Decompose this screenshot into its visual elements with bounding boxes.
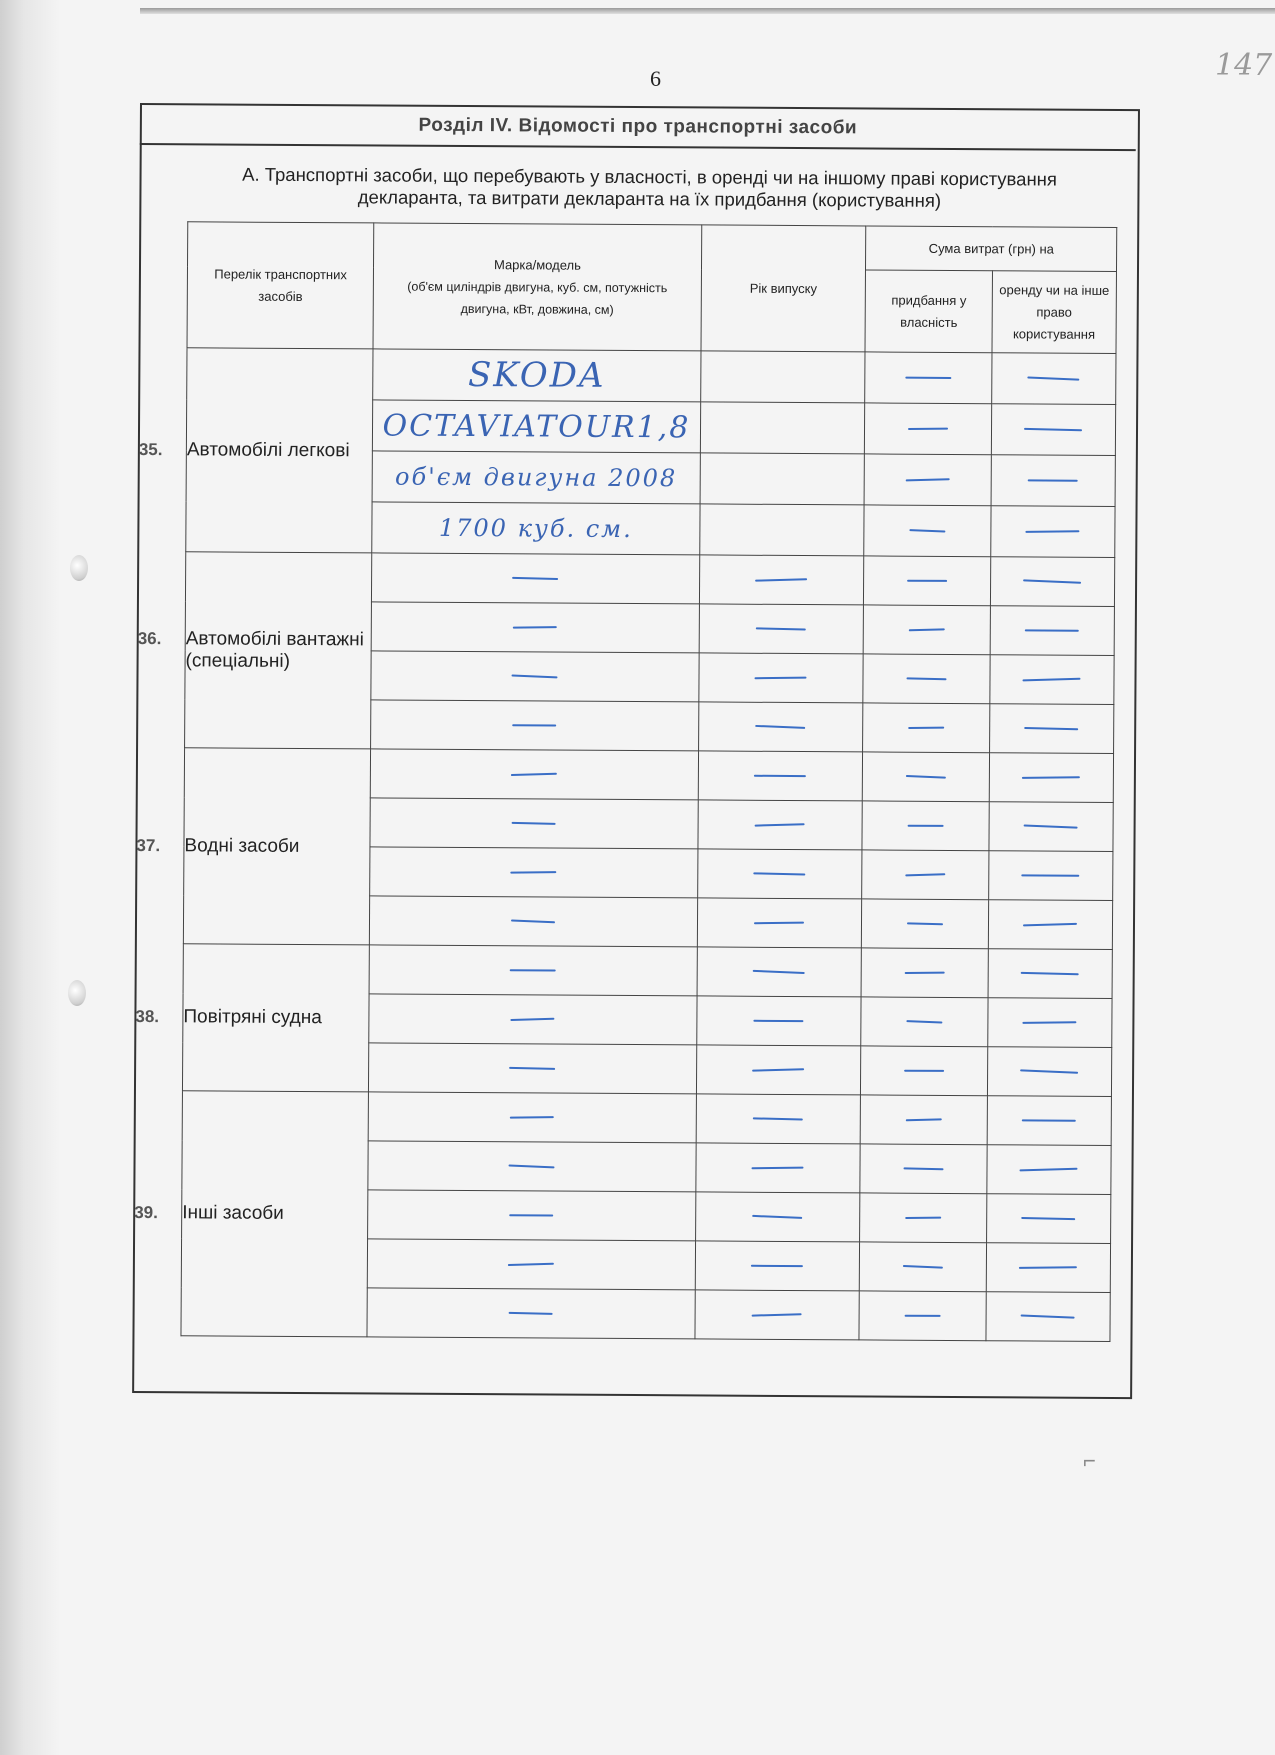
rent-cell (988, 998, 1112, 1048)
purchase-cell (862, 801, 989, 851)
handwritten-entry: 1700 куб. см. (372, 502, 700, 555)
purchase-cell (864, 454, 991, 506)
purchase-cell (861, 1046, 988, 1096)
year-cell (696, 1094, 861, 1144)
table-row (183, 944, 1112, 999)
make-model-cell (371, 749, 699, 800)
rent-cell (989, 753, 1113, 803)
purchase-cell (864, 605, 991, 655)
handwritten-dash (906, 1118, 942, 1121)
handwritten-entry: OCTAVIATOUR1,8 (373, 400, 701, 453)
make-model-cell (371, 651, 699, 702)
handwritten-dash (1026, 530, 1080, 533)
purchase-cell (861, 1095, 988, 1145)
purchase-cell (859, 1291, 986, 1341)
empty-cell (700, 351, 865, 403)
header-make-model-title: Марка/модель (493, 256, 581, 273)
year-cell (697, 947, 862, 997)
rent-cell (991, 353, 1115, 405)
rent-cell (989, 704, 1113, 754)
handwritten-dash (754, 1020, 804, 1022)
year-cell (695, 1192, 860, 1242)
handwritten-dash (513, 577, 559, 580)
make-model-cell (369, 994, 697, 1045)
year-cell (695, 1241, 860, 1291)
rent-cell (991, 455, 1115, 507)
handwritten-dash (907, 677, 947, 680)
handwritten-dash (904, 1167, 944, 1170)
handwritten-dash (905, 873, 945, 876)
year-cell (698, 702, 863, 752)
handwritten-dash (756, 725, 806, 729)
rent-cell (986, 1194, 1110, 1244)
make-model-cell (371, 602, 699, 653)
handwritten-dash (903, 1265, 943, 1269)
handwritten-dash (906, 775, 946, 779)
handwritten-dash (752, 1313, 802, 1316)
purchase-cell (860, 1144, 987, 1194)
rent-cell (988, 851, 1112, 901)
handwritten-dash (509, 1164, 555, 1168)
make-model-cell (367, 1288, 695, 1339)
rent-cell (987, 1047, 1111, 1097)
handwritten-dash (1025, 727, 1079, 730)
handwritten-dash (511, 773, 557, 776)
handwritten-dash (753, 1068, 805, 1071)
handwritten-dash (1023, 1021, 1077, 1024)
make-model-cell (371, 700, 699, 751)
handwritten-dash (904, 1069, 944, 1071)
make-model-cell (368, 1141, 696, 1192)
category-cell (134, 1091, 369, 1337)
category-number: 38. (135, 1006, 160, 1027)
category-cell (135, 944, 369, 1092)
make-model-cell (369, 945, 697, 996)
vehicles-table-body (134, 348, 1116, 1342)
header-list: Перелік транспортних засобів (187, 222, 374, 349)
rent-cell (990, 655, 1114, 705)
purchase-cell (864, 556, 991, 606)
intro-line-2: декларанта, та витрати декларанта на їх придбання (користування) (357, 186, 942, 211)
handwritten-dash (1021, 972, 1079, 975)
table-row (184, 748, 1113, 803)
table-row (185, 552, 1114, 607)
category-number: 39. (134, 1202, 158, 1223)
purchase-cell (862, 850, 989, 900)
category-name: Водні засоби (184, 834, 300, 857)
purchase-cell (860, 1242, 987, 1292)
handwritten-dash (1019, 1266, 1077, 1269)
intro-line-1: А. Транспортні засоби, що перебувають у власності, в оренді чи на іншому праві користування (242, 163, 1058, 190)
handwritten-dash (907, 579, 947, 581)
handwritten-dash (755, 676, 807, 679)
handwritten-dash (1022, 874, 1080, 876)
purchase-cell (863, 752, 990, 802)
empty-cell (700, 453, 865, 505)
handwritten-dash (1023, 678, 1081, 682)
handwritten-dash (1022, 1119, 1076, 1121)
handwritten-dash (909, 628, 945, 631)
rent-cell (987, 1096, 1111, 1146)
year-cell (697, 898, 862, 948)
make-model-cell (368, 1092, 696, 1143)
handwritten-dash (510, 1214, 554, 1216)
handwritten-dash (905, 1216, 941, 1218)
table-row (182, 1091, 1111, 1146)
rent-cell (989, 802, 1113, 852)
purchase-cell (864, 505, 991, 557)
purchase-cell (861, 948, 988, 998)
make-model-cell (370, 847, 698, 898)
make-model-cell (372, 553, 700, 604)
rent-cell (990, 557, 1114, 607)
table-row (187, 348, 1116, 405)
make-model-cell (369, 1043, 697, 1094)
category-name: Інші засоби (182, 1202, 284, 1224)
category-cell (138, 348, 373, 553)
handwritten-dash (510, 1067, 556, 1070)
handwritten-dash (909, 529, 945, 532)
rent-cell (991, 506, 1115, 558)
section-intro (179, 163, 1119, 213)
handwritten-dash (510, 1116, 554, 1118)
handwritten-dash (511, 919, 555, 923)
rent-cell (986, 1292, 1110, 1342)
year-cell (697, 849, 862, 899)
handwritten-dash (754, 872, 806, 875)
header-year: Рік випуску (701, 225, 867, 352)
purchase-cell (863, 654, 990, 704)
handwritten-dash (1021, 1314, 1075, 1318)
rent-cell (988, 900, 1112, 950)
category-number: 37. (136, 835, 161, 855)
form-sheet (132, 103, 1140, 1399)
header-expenses: Сума витрат (грн) на (866, 226, 1117, 272)
handwritten-dash (1022, 1217, 1076, 1220)
category-name: Автомобілі вантажні (спеціальні) (185, 627, 364, 672)
category-number: 35. (138, 439, 163, 459)
category-number: 36. (137, 628, 162, 648)
handwritten-dash (908, 824, 944, 826)
handwritten-dash (1028, 376, 1080, 380)
vehicles-table (134, 221, 1117, 1342)
punch-hole (68, 980, 86, 1006)
empty-cell (700, 402, 865, 454)
handwritten-dash (508, 1263, 554, 1266)
header-make-model (373, 223, 701, 351)
section-title: Розділ IV. Відомості про транспортні засоби (140, 103, 1136, 151)
make-model-cell (368, 1239, 696, 1290)
category-cell (136, 748, 370, 945)
make-model-cell (368, 1190, 696, 1241)
handwritten-dash (751, 1265, 803, 1267)
corner-mark: 147 (1215, 48, 1273, 83)
year-cell (698, 800, 863, 850)
initials-mark: ⌐ (1083, 1448, 1096, 1473)
handwritten-dash (1024, 824, 1078, 828)
handwritten-dash (753, 970, 805, 974)
rent-cell (986, 1243, 1110, 1293)
handwritten-dash (906, 478, 950, 481)
handwritten-entry: SKODA (373, 349, 701, 402)
handwritten-dash (752, 1166, 804, 1169)
handwritten-dash (753, 1215, 803, 1219)
purchase-cell (861, 997, 988, 1047)
year-cell (699, 604, 864, 654)
handwritten-dash (906, 1020, 942, 1023)
handwritten-dash (905, 376, 951, 378)
handwritten-dash (905, 971, 945, 973)
purchase-cell (860, 1193, 987, 1243)
header-purchase: придбання у власність (865, 270, 992, 353)
handwritten-dash (1020, 1069, 1078, 1073)
category-name: Автомобілі легкові (186, 438, 350, 461)
handwritten-dash (907, 922, 943, 925)
handwritten-dash (1025, 629, 1079, 631)
year-cell (696, 1045, 861, 1095)
header-make-model-note: (об'єм циліндрів двигуна, куб. см, потужність двигуна, кВт, довжина, см) (407, 279, 668, 317)
handwritten-dash (755, 823, 805, 826)
punch-hole (70, 555, 88, 581)
handwritten-dash (756, 578, 808, 581)
handwritten-dash (511, 1018, 555, 1021)
make-model-cell (370, 896, 698, 947)
category-name: Повітряні судна (183, 1006, 322, 1029)
scan-top-edge (140, 8, 1275, 14)
handwritten-dash (1023, 579, 1081, 583)
handwritten-dash (513, 626, 557, 628)
handwritten-dash (1020, 1168, 1078, 1172)
handwritten-dash (753, 1117, 803, 1120)
scan-left-shadow (0, 0, 60, 1755)
handwritten-dash (511, 871, 557, 874)
year-cell (699, 555, 864, 605)
purchase-cell (865, 403, 992, 455)
rent-cell (987, 1145, 1111, 1195)
page-number: 6 (650, 66, 661, 91)
year-cell (695, 1143, 860, 1193)
handwritten-dash (754, 775, 806, 777)
purchase-cell (863, 703, 990, 753)
handwritten-dash (510, 969, 556, 971)
handwritten-dash (512, 674, 558, 678)
handwritten-dash (908, 726, 944, 728)
year-cell (698, 653, 863, 703)
make-model-cell (370, 798, 698, 849)
year-cell (695, 1290, 860, 1340)
handwritten-entry: об'єм двигуна 2008 (372, 451, 700, 504)
handwritten-dash (513, 724, 557, 726)
purchase-cell (862, 899, 989, 949)
rent-cell (990, 606, 1114, 656)
category-cell (137, 552, 372, 749)
year-cell (698, 751, 863, 801)
handwritten-dash (905, 1314, 941, 1316)
handwritten-dash (754, 921, 804, 924)
handwritten-dash (1023, 923, 1077, 927)
empty-cell (699, 504, 864, 556)
rent-cell (991, 404, 1115, 456)
handwritten-dash (908, 427, 948, 429)
handwritten-dash (1028, 479, 1078, 481)
handwritten-dash (512, 822, 556, 825)
handwritten-dash (1022, 776, 1080, 779)
header-rent: оренду чи на інше право користування (992, 271, 1117, 354)
rent-cell (988, 949, 1112, 999)
purchase-cell (865, 352, 992, 404)
year-cell (696, 996, 861, 1046)
handwritten-dash (1024, 428, 1082, 431)
handwritten-dash (509, 1312, 553, 1315)
handwritten-dash (756, 627, 806, 630)
